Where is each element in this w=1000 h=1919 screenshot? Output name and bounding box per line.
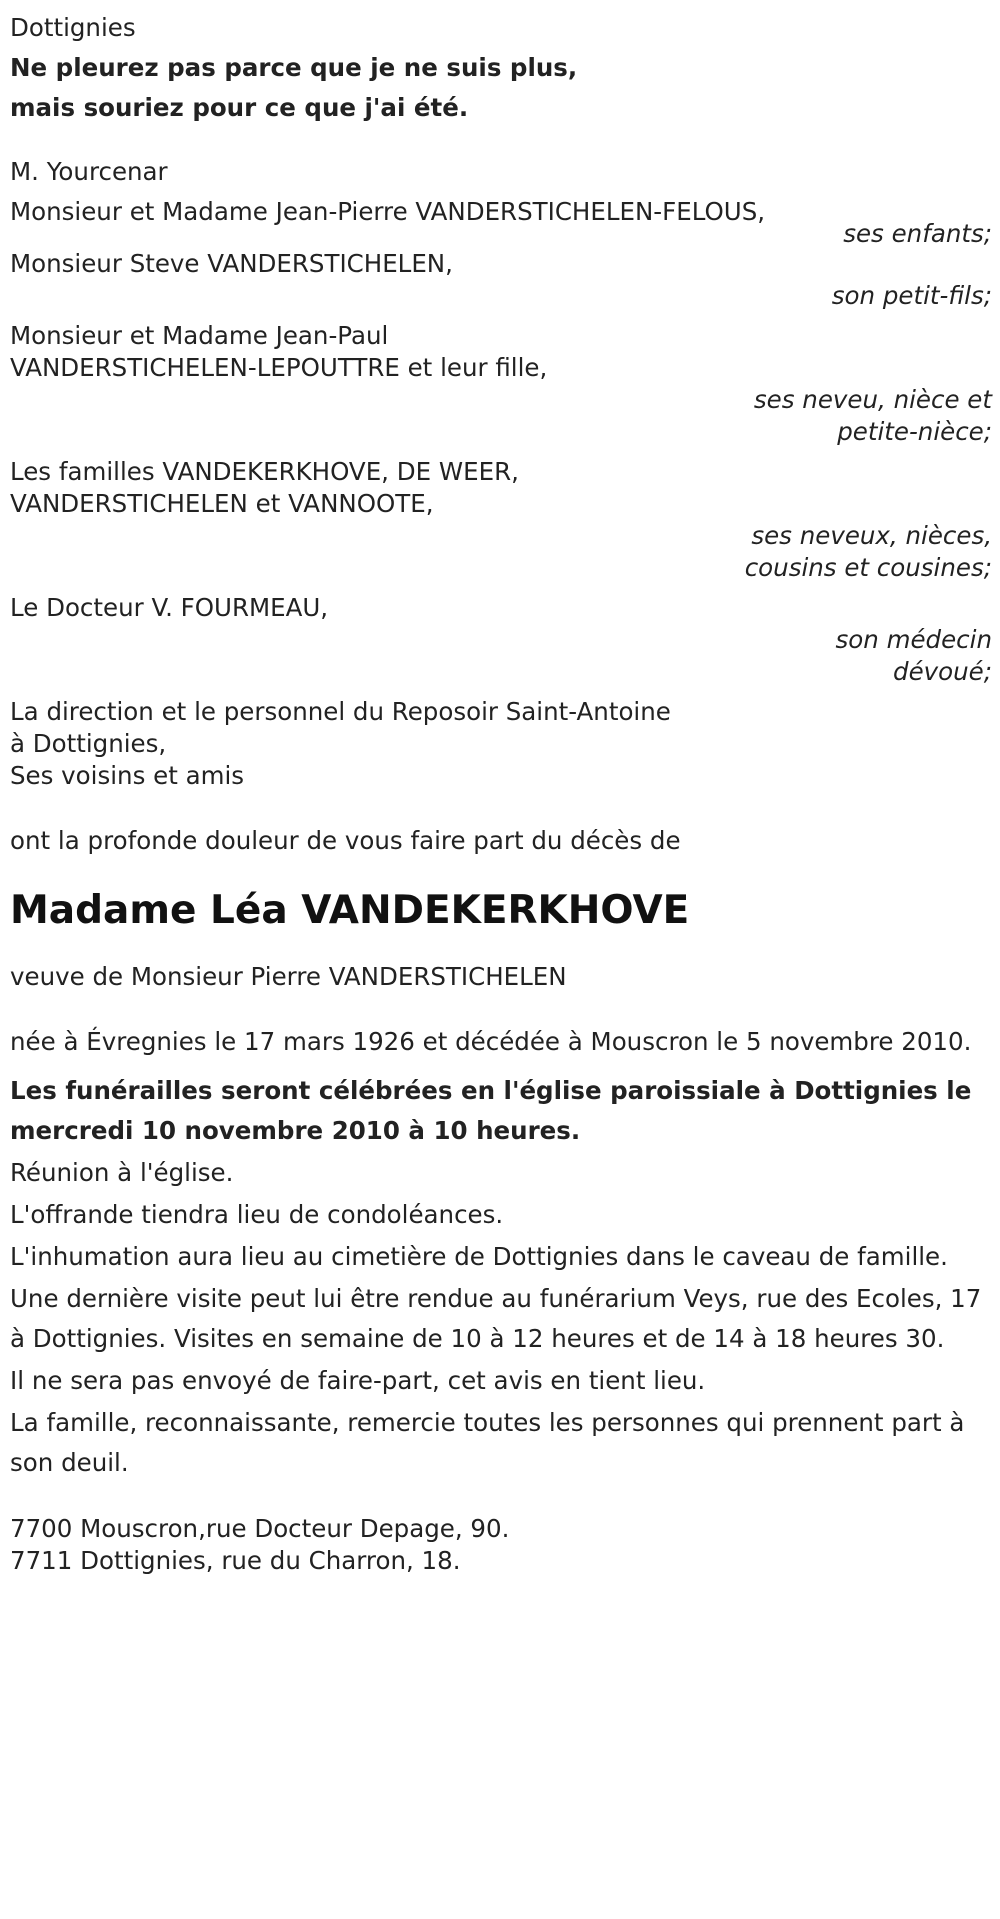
mourner-name: Monsieur et Madame Jean-Pierre VANDERSTICHELEN-FELOUS, — [10, 197, 766, 226]
mourner-role: ses enfants; — [843, 219, 992, 248]
detail-line: L'offrande tiendra lieu de condoléances. — [10, 1200, 504, 1229]
staff-line: à Dottignies, — [10, 729, 167, 758]
mourner-entry — [10, 452, 992, 588]
mourner-name: Monsieur et Madame Jean-Paul — [10, 321, 389, 350]
deceased-name: Madame Léa VANDEKERKHOVE — [10, 888, 690, 933]
quote-line-1: Ne pleurez pas parce que je ne suis plus, — [10, 53, 578, 82]
widow-of: veuve de Monsieur Pierre VANDERSTICHELEN — [10, 962, 567, 991]
detail-line: Une dernière visite peut lui être rendue au funérarium Veys, rue des Ecoles, 17 à Dottignies. Visites en semaine de 10 à 12 heures et de 14 à 18 heures 30. — [10, 1284, 982, 1353]
mourner-role: son petit-fils; — [831, 281, 992, 310]
detail-line: Il ne sera pas envoyé de faire-part, cet avis en tient lieu. — [10, 1366, 706, 1395]
mourner-role: dévoué; — [893, 657, 992, 686]
staff-block — [10, 692, 992, 796]
mourner-role: petite-nièce; — [837, 417, 992, 446]
mourner-role: son médecin — [835, 625, 992, 654]
quote-line-2: mais souriez pour ce que j'ai été. — [10, 93, 469, 122]
location-header: Dottignies — [10, 13, 136, 42]
detail-line: L'inhumation aura lieu au cimetière de Dottignies dans le caveau de famille. — [10, 1242, 948, 1271]
mourner-entry — [10, 588, 992, 692]
detail-line: La famille, reconnaissante, remercie toutes les personnes qui prennent part à son deuil. — [10, 1408, 965, 1477]
quote-author: M. Yourcenar — [10, 157, 168, 186]
funeral-info: Les funérailles seront célébrées en l'église paroissiale à Dottignies le mercredi 10 novembre 2010 à 10 heures. — [10, 1076, 972, 1145]
staff-line: La direction et le personnel du Reposoir Saint-Antoine — [10, 697, 671, 726]
announcement: ont la profonde douleur de vous faire part du décès de — [10, 826, 681, 855]
mourner-entry — [10, 316, 992, 452]
mourner-role: ses neveu, nièce et — [753, 385, 992, 414]
mourner-role: ses neveux, nièces, — [751, 521, 992, 550]
detail-line: Réunion à l'église. — [10, 1158, 234, 1187]
obituary-content — [10, 8, 992, 1581]
address-line: 7711 Dottignies, rue du Charron, 18. — [10, 1546, 461, 1575]
mourner-name: VANDERSTICHELEN-LEPOUTTRE et leur fille, — [10, 353, 548, 382]
staff-line: Ses voisins et amis — [10, 761, 245, 790]
mourner-name: VANDERSTICHELEN et VANNOOTE, — [10, 489, 434, 518]
mourner-name: Les familles VANDEKERKHOVE, DE WEER, — [10, 457, 519, 486]
address-line: 7700 Mouscron,rue Docteur Depage, 90. — [10, 1514, 510, 1543]
mourner-role: cousins et cousines; — [744, 553, 992, 582]
mourner-entry — [10, 244, 992, 316]
birth-death: née à Évregnies le 17 mars 1926 et décédée à Mouscron le 5 novembre 2010. — [10, 1027, 972, 1056]
mourner-name: Monsieur Steve VANDERSTICHELEN, — [10, 249, 453, 278]
mourner-name: Le Docteur V. FOURMEAU, — [10, 593, 329, 622]
